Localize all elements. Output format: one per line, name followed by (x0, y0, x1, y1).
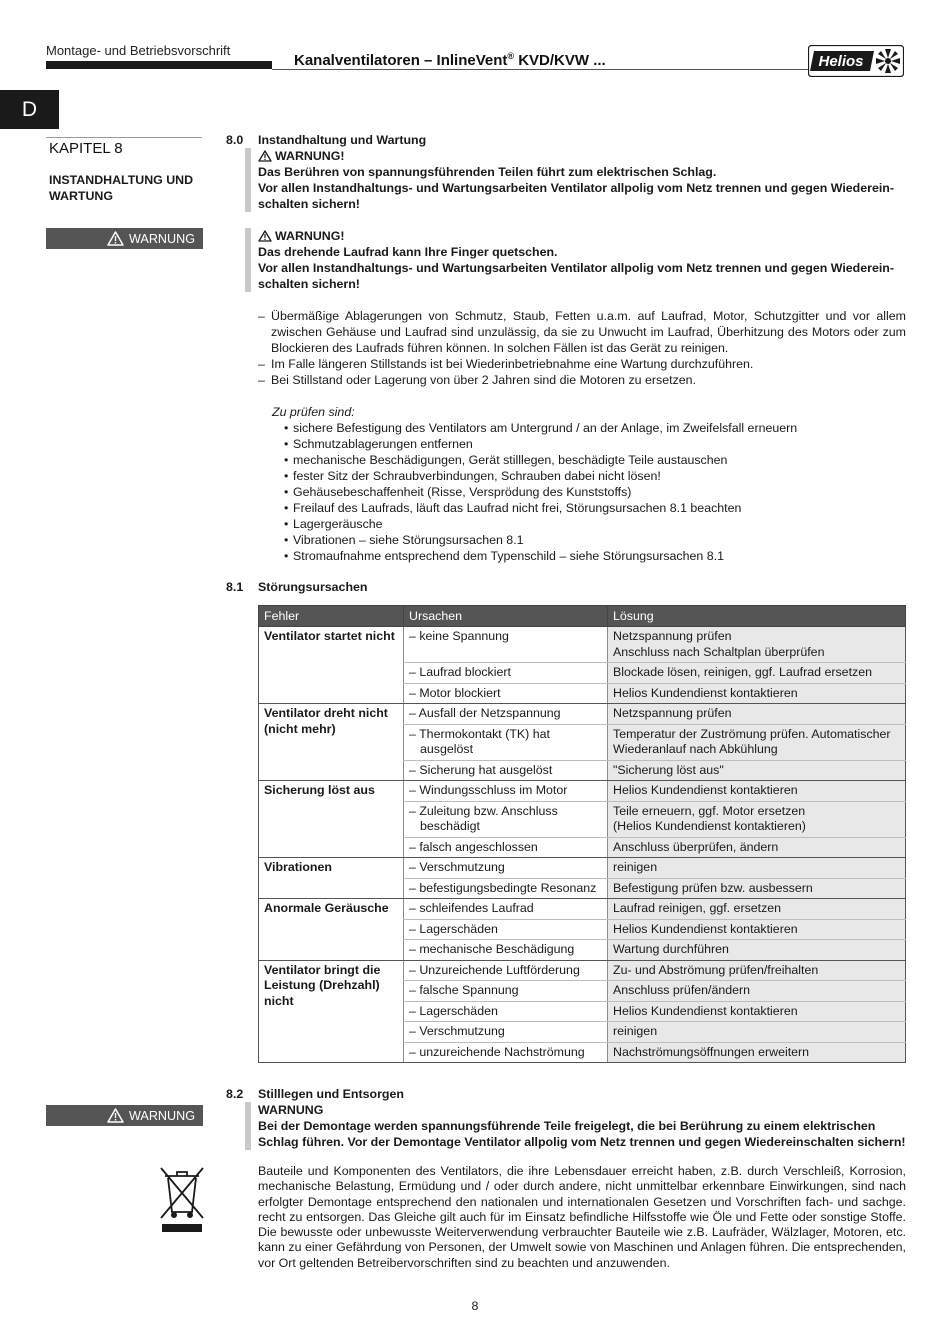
section-number: 8.0 (226, 133, 244, 147)
fault-cell: Vibrationen (259, 858, 404, 899)
cause-text: – Unzureichende Luftförderung (409, 962, 580, 977)
fault-cell: Ventilator dreht nicht (nicht mehr) (259, 704, 404, 781)
cause-cell (404, 899, 608, 920)
warning-text: Bei der Demontage werden spannungsführende Teile freigelegt, die bei Berührung zu einem elektrischen Schlag führen. Vor der Demontage Ventilator allpolig vom Netz trennen und gegen Wiedereinschalten sichern! (258, 1119, 906, 1149)
warning-triangle-icon (107, 1108, 124, 1123)
warning-badge (46, 228, 203, 249)
section-title: Störungsursachen (258, 580, 368, 594)
table-row (259, 627, 906, 663)
list-item: – Im Falle längeren Stillstands ist bei Wiederinbetriebnahme eine Wartung durchzuführen. (258, 357, 754, 371)
solution-cell: Wartung durchführen (608, 940, 906, 961)
list-item: • sichere Befestigung des Ventilators am Untergrund / an der Anlage, im Zweifelsfall erneuern (284, 421, 798, 435)
warning-block (245, 1102, 907, 1150)
warning-text: Das Berühren von spannungsführenden Teilen führt zum elektrischen Schlag. (258, 165, 717, 179)
table-row (259, 899, 906, 920)
solution-cell: Blockade lösen, reinigen, ggf. Laufrad ersetzen (608, 663, 906, 684)
warning-heading: WARNUNG (258, 1103, 324, 1117)
solution-cell: Helios Kundendienst kontaktieren (608, 1001, 906, 1022)
logo-text: Helios (818, 53, 864, 70)
solution-cell: Teile erneuern, ggf. Motor ersetzen (Helios Kundendienst kontaktieren) (608, 801, 906, 837)
cause-cell (404, 981, 608, 1002)
cause-cell (404, 760, 608, 781)
section-number: 8.2 (226, 1087, 244, 1101)
cause-cell (404, 627, 608, 663)
fault-cell: Ventilator bringt die Leistung (Drehzahl) nicht (259, 960, 404, 1063)
cause-text: – schleifendes Laufrad (409, 901, 534, 915)
cause-text: – Sicherung hat ausgelöst (409, 762, 553, 777)
cause-cell (404, 781, 608, 802)
solution-cell: Netzspannung prüfen Anschluss nach Schaltplan überprüfen (608, 627, 906, 663)
cause-cell (404, 1042, 608, 1063)
crossed-bin-icon (158, 1164, 206, 1234)
warning-text: Vor allen Instandhaltungs- und Wartungsarbeiten Ventilator allpolig vom Netz trennen und gegen Wiederein-schalten sichern! (258, 181, 894, 211)
warning-triangle-icon (107, 231, 124, 246)
solution-cell: reinigen (608, 858, 906, 879)
chapter-rule (46, 137, 202, 138)
chapter-subtitle: INSTANDHALTUNG UND WARTUNG (49, 173, 194, 203)
warning-text: Vor allen Instandhaltungs- und Wartungsarbeiten Ventilator allpolig vom Netz trennen und gegen Wiederein-schalten sichern! (258, 261, 894, 291)
cause-cell (404, 858, 608, 879)
cause-text: – mechanische Beschädigung (409, 942, 575, 956)
cause-text: – Verschmutzung (409, 860, 505, 874)
table-row (259, 960, 906, 981)
cause-cell (404, 663, 608, 684)
check-intro: Zu prüfen sind: (272, 405, 355, 419)
list-item: • Lagergeräusche (284, 517, 383, 531)
fault-cell: Ventilator startet nicht (259, 627, 404, 704)
cause-cell (404, 724, 608, 760)
document-title: Kanalventilatoren – InlineVent® KVD/KVW ... (294, 51, 606, 69)
cause-text: – Laufrad blockiert (409, 665, 511, 679)
solution-cell: Anschluss prüfen/ändern (608, 981, 906, 1002)
list-item: – Übermäßige Ablagerungen von Schmutz, Staub, Fetten u.a.m. auf Laufrad, Motor, Schutzgitter und vor allem zwischen Gehäuse und Laufrad sind unzulässig, da sie zu Unwucht im Laufrad, Überhitzung des Motors oder zum Blockieren des Laufrads führen können. In solchen Fällen ist das Gerät zu reinigen. (258, 309, 906, 355)
document-type: Montage- und Betriebsvorschrift (46, 43, 231, 58)
table-row (259, 858, 906, 879)
language-tab: D (0, 90, 59, 129)
list-item: • Stromaufnahme entsprechend dem Typenschild – siehe Störungsursachen 8.1 (284, 549, 724, 563)
cause-cell (404, 801, 608, 837)
cause-cell (404, 683, 608, 704)
solution-cell: Helios Kundendienst kontaktieren (608, 683, 906, 704)
disposal-text: Bauteile und Komponenten des Ventilators, die ihre Lebensdauer erreicht haben, z.B. durch Verschleiß, Korrosion, mechanische Belastung, Ermüdung und / oder durch andere, nicht unmittelbar erkennbare Einwirkungen, sind nach erfolgter Demontage entsprechend den nationalen und internationalen Gesetzen und Vorschriften fach- und sachge. recht zu entsorgen. Das Gleiche gilt auch für im Einsatz befindliche Hilfsstoffe wie Öle und Fette oder sonstige Stoffe. Die bewusste oder unbewusste Weiterverwendung verbrauchter Bauteile wie z.B. Laufräder, Wälzlager, Motoren, etc. kann zu einer Gefährdung von Personen, der Umwelt sowie von Maschinen und Anlagen führen. Die entsprechenden, vor Ort geltenden Betreibervorschriften sind zu beachten und anzuwenden. (258, 1164, 906, 1270)
column-header: Fehler (259, 606, 404, 627)
cause-text: – Zuleitung bzw. Anschluss beschädigt (409, 803, 558, 833)
solution-cell: Laufrad reinigen, ggf. ersetzen (608, 899, 906, 920)
cause-text: – Lagerschäden (409, 921, 498, 936)
solution-cell: Zu- und Abströmung prüfen/freihalten (608, 960, 906, 981)
cause-text: – falsche Spannung (409, 983, 519, 997)
cause-cell (404, 1022, 608, 1043)
warning-triangle-icon (258, 230, 272, 242)
warning-block (245, 228, 907, 292)
list-item: – Bei Stillstand oder Lagerung von über 2 Jahren sind die Motoren zu ersetzen. (258, 373, 696, 387)
check-list (284, 420, 797, 564)
solution-cell: Befestigung prüfen bzw. ausbessern (608, 878, 906, 899)
solution-cell: Helios Kundendienst kontaktieren (608, 781, 906, 802)
table-row (259, 781, 906, 802)
warning-badge (46, 1105, 203, 1126)
warning-triangle-icon (258, 150, 272, 162)
cause-cell (404, 704, 608, 725)
section-number: 8.1 (226, 580, 244, 594)
list-item: • Freilauf des Laufrads, läuft das Laufrad nicht frei, Störungsursachen 8.1 beachten (284, 501, 742, 515)
solution-cell: "Sicherung löst aus" (608, 760, 906, 781)
list-item: • Schmutzablagerungen entfernen (284, 437, 473, 451)
fault-cell: Anormale Geräusche (259, 899, 404, 961)
header-bar (46, 61, 272, 69)
cause-cell (404, 960, 608, 981)
solution-cell: Anschluss überprüfen, ändern (608, 837, 906, 858)
table-row (259, 704, 906, 725)
chapter-title: KAPITEL 8 (49, 140, 123, 157)
cause-text: – befestigungsbedingte Resonanz (409, 880, 597, 895)
table-header-row (259, 606, 906, 627)
list-item: • fester Sitz der Schraubverbindungen, Schrauben dabei nicht lösen! (284, 469, 661, 483)
warning-badge-label: WARNUNG (129, 1108, 195, 1123)
solution-cell: Nachströmungsöffnungen erweitern (608, 1042, 906, 1063)
warning-heading: WARNUNG! (275, 149, 345, 163)
cause-text: – Ausfall der Netzspannung (409, 706, 561, 720)
warning-badge-label: WARNUNG (129, 231, 195, 246)
warning-block (245, 148, 907, 212)
cause-cell (404, 919, 608, 940)
column-header: Lösung (608, 606, 906, 627)
list-item: • Vibrationen – siehe Störungsursachen 8.1 (284, 533, 524, 547)
solution-cell: Helios Kundendienst kontaktieren (608, 919, 906, 940)
cause-cell (404, 878, 608, 899)
cause-text: – Verschmutzung (409, 1024, 505, 1038)
cause-text: – Motor blockiert (409, 685, 501, 700)
solution-cell: Netzspannung prüfen (608, 704, 906, 725)
cause-cell (404, 940, 608, 961)
column-header: Ursachen (404, 606, 608, 627)
list-item: • Gehäusebeschaffenheit (Risse, Versprödung des Kunststoffs) (284, 485, 632, 499)
section-title: Instandhaltung und Wartung (258, 133, 427, 147)
cause-text: – Windungsschluss im Motor (409, 783, 568, 797)
cause-cell (404, 1001, 608, 1022)
cause-text: – Thermokontakt (TK) hat ausgelöst (409, 726, 550, 756)
header-rule (272, 69, 812, 70)
troubleshooting-table (258, 605, 906, 1063)
list-item: • mechanische Beschädigungen, Gerät stilllegen, beschädigte Teile austauschen (284, 453, 728, 467)
fault-cell: Sicherung löst aus (259, 781, 404, 858)
cause-text: – keine Spannung (409, 629, 509, 643)
cause-text: – unzureichende Nachströmung (409, 1044, 585, 1059)
cause-text: – falsch angeschlossen (409, 839, 538, 854)
page-number: 8 (471, 1299, 479, 1313)
cause-text: – Lagerschäden (409, 1003, 498, 1018)
warning-heading: WARNUNG! (275, 229, 345, 243)
maintenance-notes-list (258, 308, 906, 388)
warning-text: Das drehende Laufrad kann Ihre Finger quetschen. (258, 245, 558, 259)
solution-cell: Temperatur der Zuströmung prüfen. Automatischer Wiederanlauf nach Abkühlung (608, 724, 906, 760)
section-title: Stilllegen und Entsorgen (258, 1087, 404, 1101)
cause-cell (404, 837, 608, 858)
solution-cell: reinigen (608, 1022, 906, 1043)
helios-logo (808, 45, 904, 77)
